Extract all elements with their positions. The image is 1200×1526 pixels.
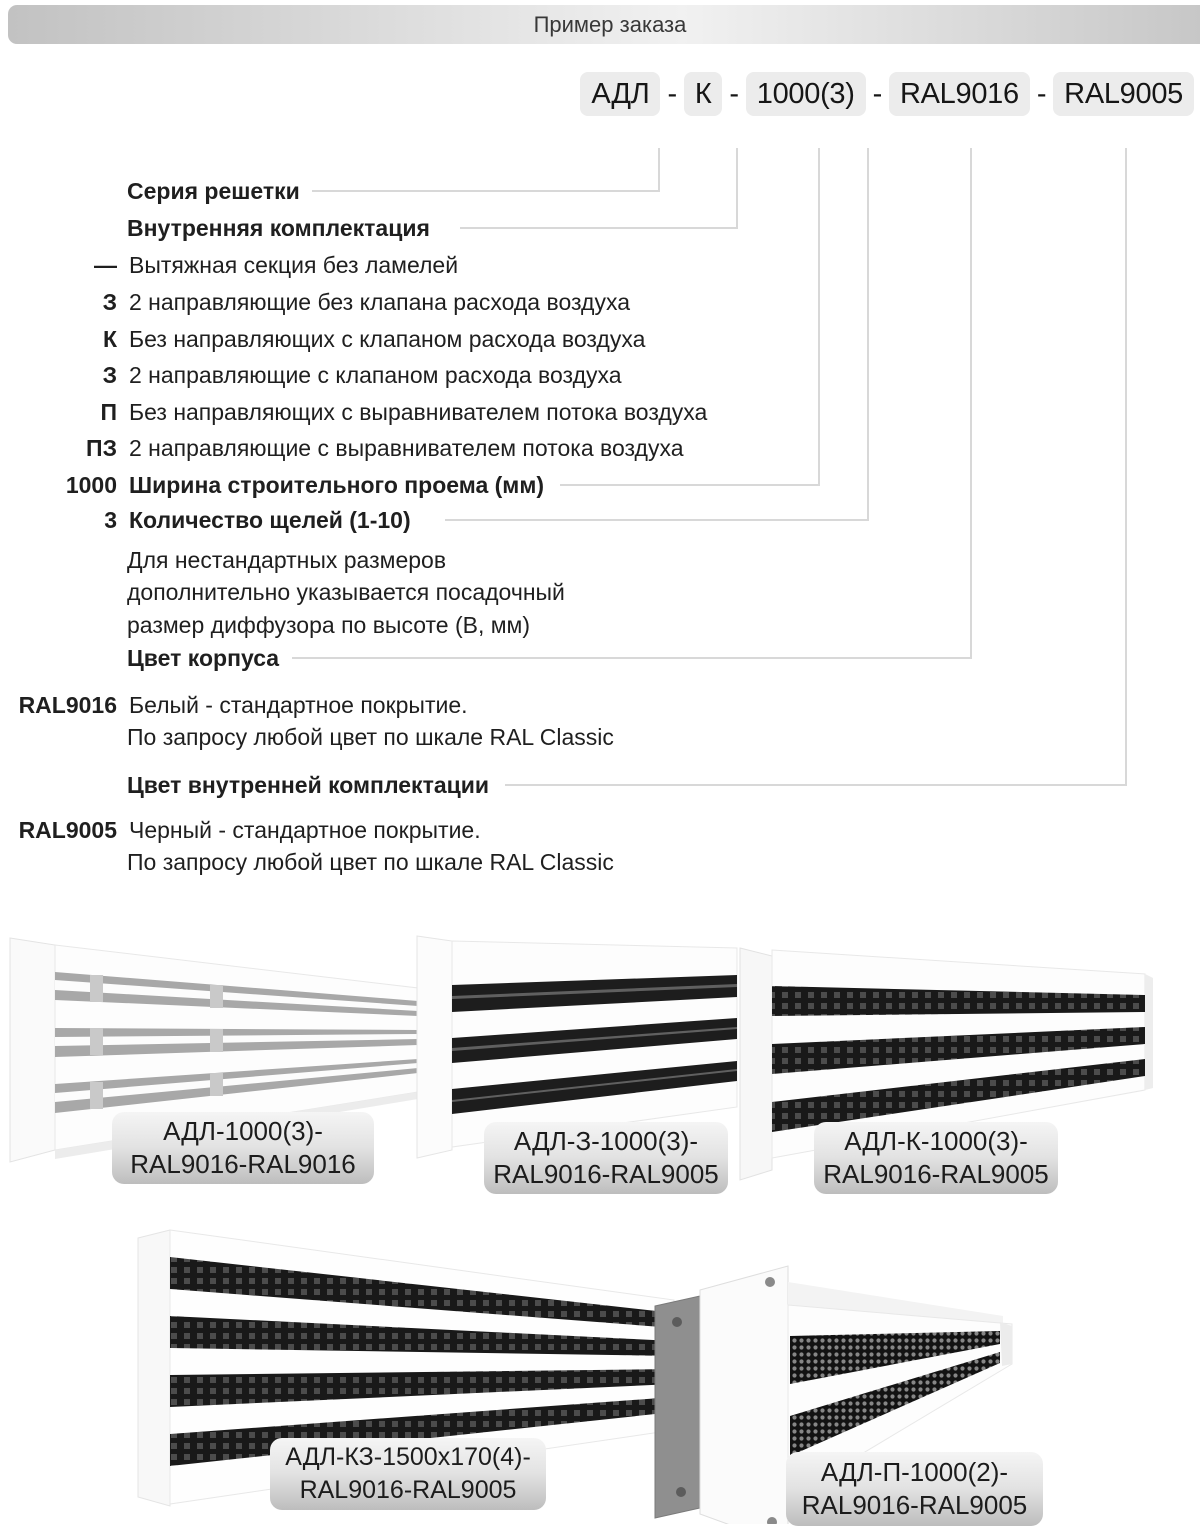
config-label: Внутренняя комплектация (127, 215, 430, 241)
code-part-config: К (684, 72, 723, 116)
slots-row (0, 507, 411, 533)
option-row (0, 326, 645, 352)
code-separator: - (1036, 77, 1047, 110)
option-row (0, 435, 683, 461)
end-plate (700, 1266, 788, 1524)
slots-text: Количество щелей (1-10) (129, 507, 411, 533)
option-text: Без направляющих с клапаном расхода воздуха (129, 326, 646, 352)
option-code: — (94, 252, 117, 278)
width-row (0, 472, 544, 498)
option-text: 2 направляющие с клапаном расхода воздуха (129, 362, 622, 388)
slots-code: 3 (104, 507, 117, 533)
body-color-label: Цвет корпуса (127, 645, 280, 671)
callout-lines (292, 148, 1126, 785)
note-line: размер диффузора по высоте (В, мм) (127, 612, 531, 638)
code-part-internal-color: RAL9005 (1053, 72, 1194, 116)
code-separator: - (729, 77, 739, 110)
code-part-body-color: RAL9016 (889, 72, 1030, 116)
series-label: Серия решетки (127, 178, 300, 204)
body-color-line2: По запросу любой цвет по шкале RAL Classic (127, 724, 614, 750)
width-text: Ширина строительного проема (мм) (129, 472, 544, 498)
option-row (0, 289, 630, 315)
callout-internal-color (505, 148, 1126, 785)
product-label-adl-kz: АДЛ-КЗ-1500х170(4)- RAL9016-RAL9005 (270, 1438, 546, 1510)
product-label-adl-k: АДЛ-К-1000(3)- RAL9016-RAL9005 (814, 1122, 1058, 1194)
option-row (0, 252, 458, 278)
code-part-size: 1000(3) (746, 72, 866, 116)
screw-icon (676, 1487, 686, 1497)
option-code: П (100, 399, 117, 425)
option-row (0, 362, 622, 388)
internal-color-row (0, 817, 481, 843)
note-line: Для нестандартных размеров (127, 547, 447, 573)
internal-color-code: RAL9005 (18, 817, 117, 843)
callout-config (460, 148, 737, 228)
screw-icon (672, 1317, 682, 1327)
option-text: Без направляющих с выравнивателем потока воздуха (129, 399, 708, 425)
option-text: 2 направляющие с выравнивателем потока воздуха (129, 435, 684, 461)
note-line: дополнительно указывается посадочный (127, 579, 565, 605)
option-text: Вытяжная секция без ламелей (129, 252, 459, 278)
callout-series (312, 148, 659, 191)
internal-color-line1: Черный - стандартное покрытие. (129, 817, 481, 843)
mounting-bracket (655, 1296, 700, 1518)
option-text: 2 направляющие без клапана расхода воздуха (129, 289, 630, 315)
product-label-adl-p: АДЛ-П-1000(2)- RAL9016-RAL9005 (786, 1452, 1043, 1526)
option-code: ПЗ (86, 435, 117, 461)
code-separator: - (667, 77, 677, 110)
code-separator: - (872, 77, 882, 110)
internal-color-label: Цвет внутренней комплектации (127, 772, 490, 798)
screw-icon (765, 1277, 775, 1287)
option-code: З (102, 362, 117, 388)
body-color-line1: Белый - стандартное покрытие. (129, 692, 468, 718)
option-code: З (102, 289, 117, 315)
product-label-adl-z: АДЛ-З-1000(3)- RAL9016-RAL9005 (484, 1122, 728, 1194)
body-color-row (0, 692, 468, 718)
page-title: Пример заказа (533, 11, 687, 37)
width-code: 1000 (65, 472, 117, 498)
internal-color-line2: По запросу любой цвет по шкале RAL Classic (127, 849, 614, 875)
product-label-adl: АДЛ-1000(3)- RAL9016-RAL9016 (112, 1112, 374, 1184)
option-row (0, 399, 707, 425)
option-code: К (102, 326, 117, 352)
body-color-code: RAL9016 (18, 692, 117, 718)
code-part-series: АДЛ (580, 72, 660, 116)
